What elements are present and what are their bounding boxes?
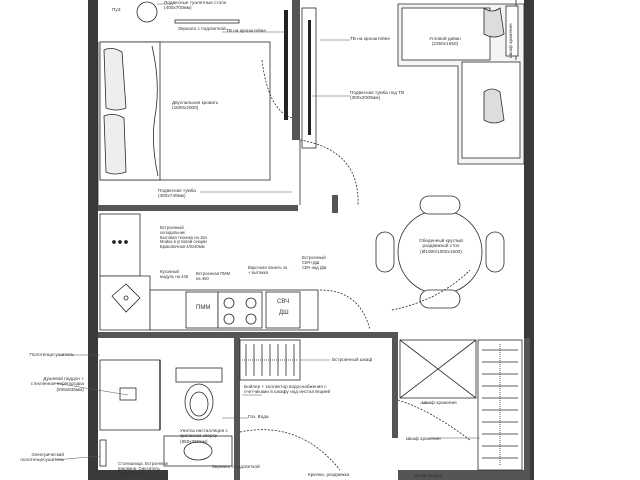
- fridge-dot-3: [125, 241, 128, 244]
- pillow-2: [104, 114, 126, 174]
- towel-rail-label: Полотенцесушитель: [29, 352, 74, 357]
- tv-right-screen: [308, 20, 311, 135]
- hanging-cabinet-label: Подвесная тумба (400х740мм): [158, 188, 196, 199]
- towel-rail: [100, 440, 106, 466]
- cooktop-unit: [218, 292, 262, 328]
- water-heater-label: Электрический полотенцесушитель: [20, 452, 64, 463]
- gas-label: Газ. Вода: [248, 414, 269, 419]
- fridge-unit: [100, 214, 140, 276]
- pendant-lamp: [137, 2, 157, 22]
- dsh-text: ДШ: [279, 310, 289, 316]
- tv-bracket-right-label: ТВ на кронштейне: [350, 36, 390, 41]
- hooks-label: Крючки, раздвижка: [308, 472, 350, 477]
- chair-left: [376, 232, 394, 272]
- dining-table-label: Обеденный круглый раздвижной стол (Ø1000/1000х1500): [419, 238, 463, 254]
- bedroom-door-arc: [300, 140, 358, 205]
- kitchen-door-arc: [320, 290, 370, 330]
- wardrobe-label: Шкаф хранения: [422, 400, 457, 405]
- bedroom-wall-bottom: [98, 205, 298, 211]
- boiler-label: Бойлер + коллектор водоснабжения с счетчиками в шкафу над инсталляцией: [244, 384, 331, 395]
- partition-wall-vertical: [292, 0, 300, 140]
- sofa-seat: [402, 8, 490, 60]
- chair-right: [486, 232, 504, 272]
- dishwasher-label: Встроенная ПММ на 450: [196, 271, 231, 281]
- lamp-symbol-text: ПуЗ: [112, 7, 121, 12]
- sofa-cushion-1: [484, 8, 504, 37]
- corner-sofa-label: Угловой диван (2350х1650): [429, 36, 461, 47]
- pendant-lamps-label: Подвесные туалетные столе (400х700мм): [164, 0, 227, 11]
- toilet-installation: [176, 368, 222, 382]
- right-vertical-label: Шкаф хранения: [508, 23, 513, 58]
- bedside-mirror: [175, 20, 239, 23]
- tv-bracket-left-label: ТВ на кронштейне: [226, 28, 266, 33]
- storage-cabinet-label: Шкаф хранения: [406, 436, 441, 441]
- cooktop-label: Варочная панель эл. + вытяжка: [248, 265, 289, 275]
- bathroom-wall-right: [234, 338, 240, 480]
- wall-left: [88, 0, 98, 480]
- shower-label: Душевой поддон + стеклянная перегородка (935х935мм): [30, 376, 84, 392]
- kitchen-divider: [332, 195, 338, 213]
- bathroom-wall-top: [98, 332, 398, 338]
- mirror-bedside-label: Зеркало с подсветкой: [178, 26, 226, 31]
- wall-shelf-label: Шкаф вещей: [414, 473, 443, 478]
- fridge-dot-2: [119, 241, 122, 244]
- tv-left: [284, 10, 288, 120]
- washbasin-label: Столешница. Встроенная раковина. Смеситель с подсветкой: [118, 461, 168, 476]
- pillow-1: [104, 48, 126, 110]
- fridge-dot-1: [113, 241, 116, 244]
- fridge-label: Встроенный холодильник Бытовая техника на 16А Мойка в угловой секции Браковочная 4/0х40мм: [160, 225, 208, 250]
- built-in-cabinet-label: Встроенный шкаф: [332, 357, 373, 362]
- svch-text: СВЧ: [277, 299, 290, 305]
- chair-bottom: [420, 290, 460, 308]
- pmm-text: ПММ: [196, 305, 211, 311]
- oven-label: Встроенный СВЧ+ДШ СВЧ над ДШ: [302, 255, 327, 270]
- double-bed-label: Двуспальная кровать (1800х2000): [172, 100, 219, 111]
- hall-door-arc: [398, 400, 470, 440]
- closet-wall-right: [524, 338, 530, 480]
- mirror-bath-label: Зеркало с подсветкой: [212, 464, 260, 469]
- toilet-bowl: [185, 384, 213, 420]
- chair-top: [420, 196, 460, 214]
- toilet-label: Унитаз инсталляция с крепежом сверху (850х350мм): [180, 428, 228, 444]
- sink-module-label: Кухонный модуль на 445: [160, 269, 189, 279]
- tv-cabinet-label: Подвесная тумба под ТВ (300х2000мм): [350, 90, 405, 101]
- closet-wall-left: [392, 338, 398, 438]
